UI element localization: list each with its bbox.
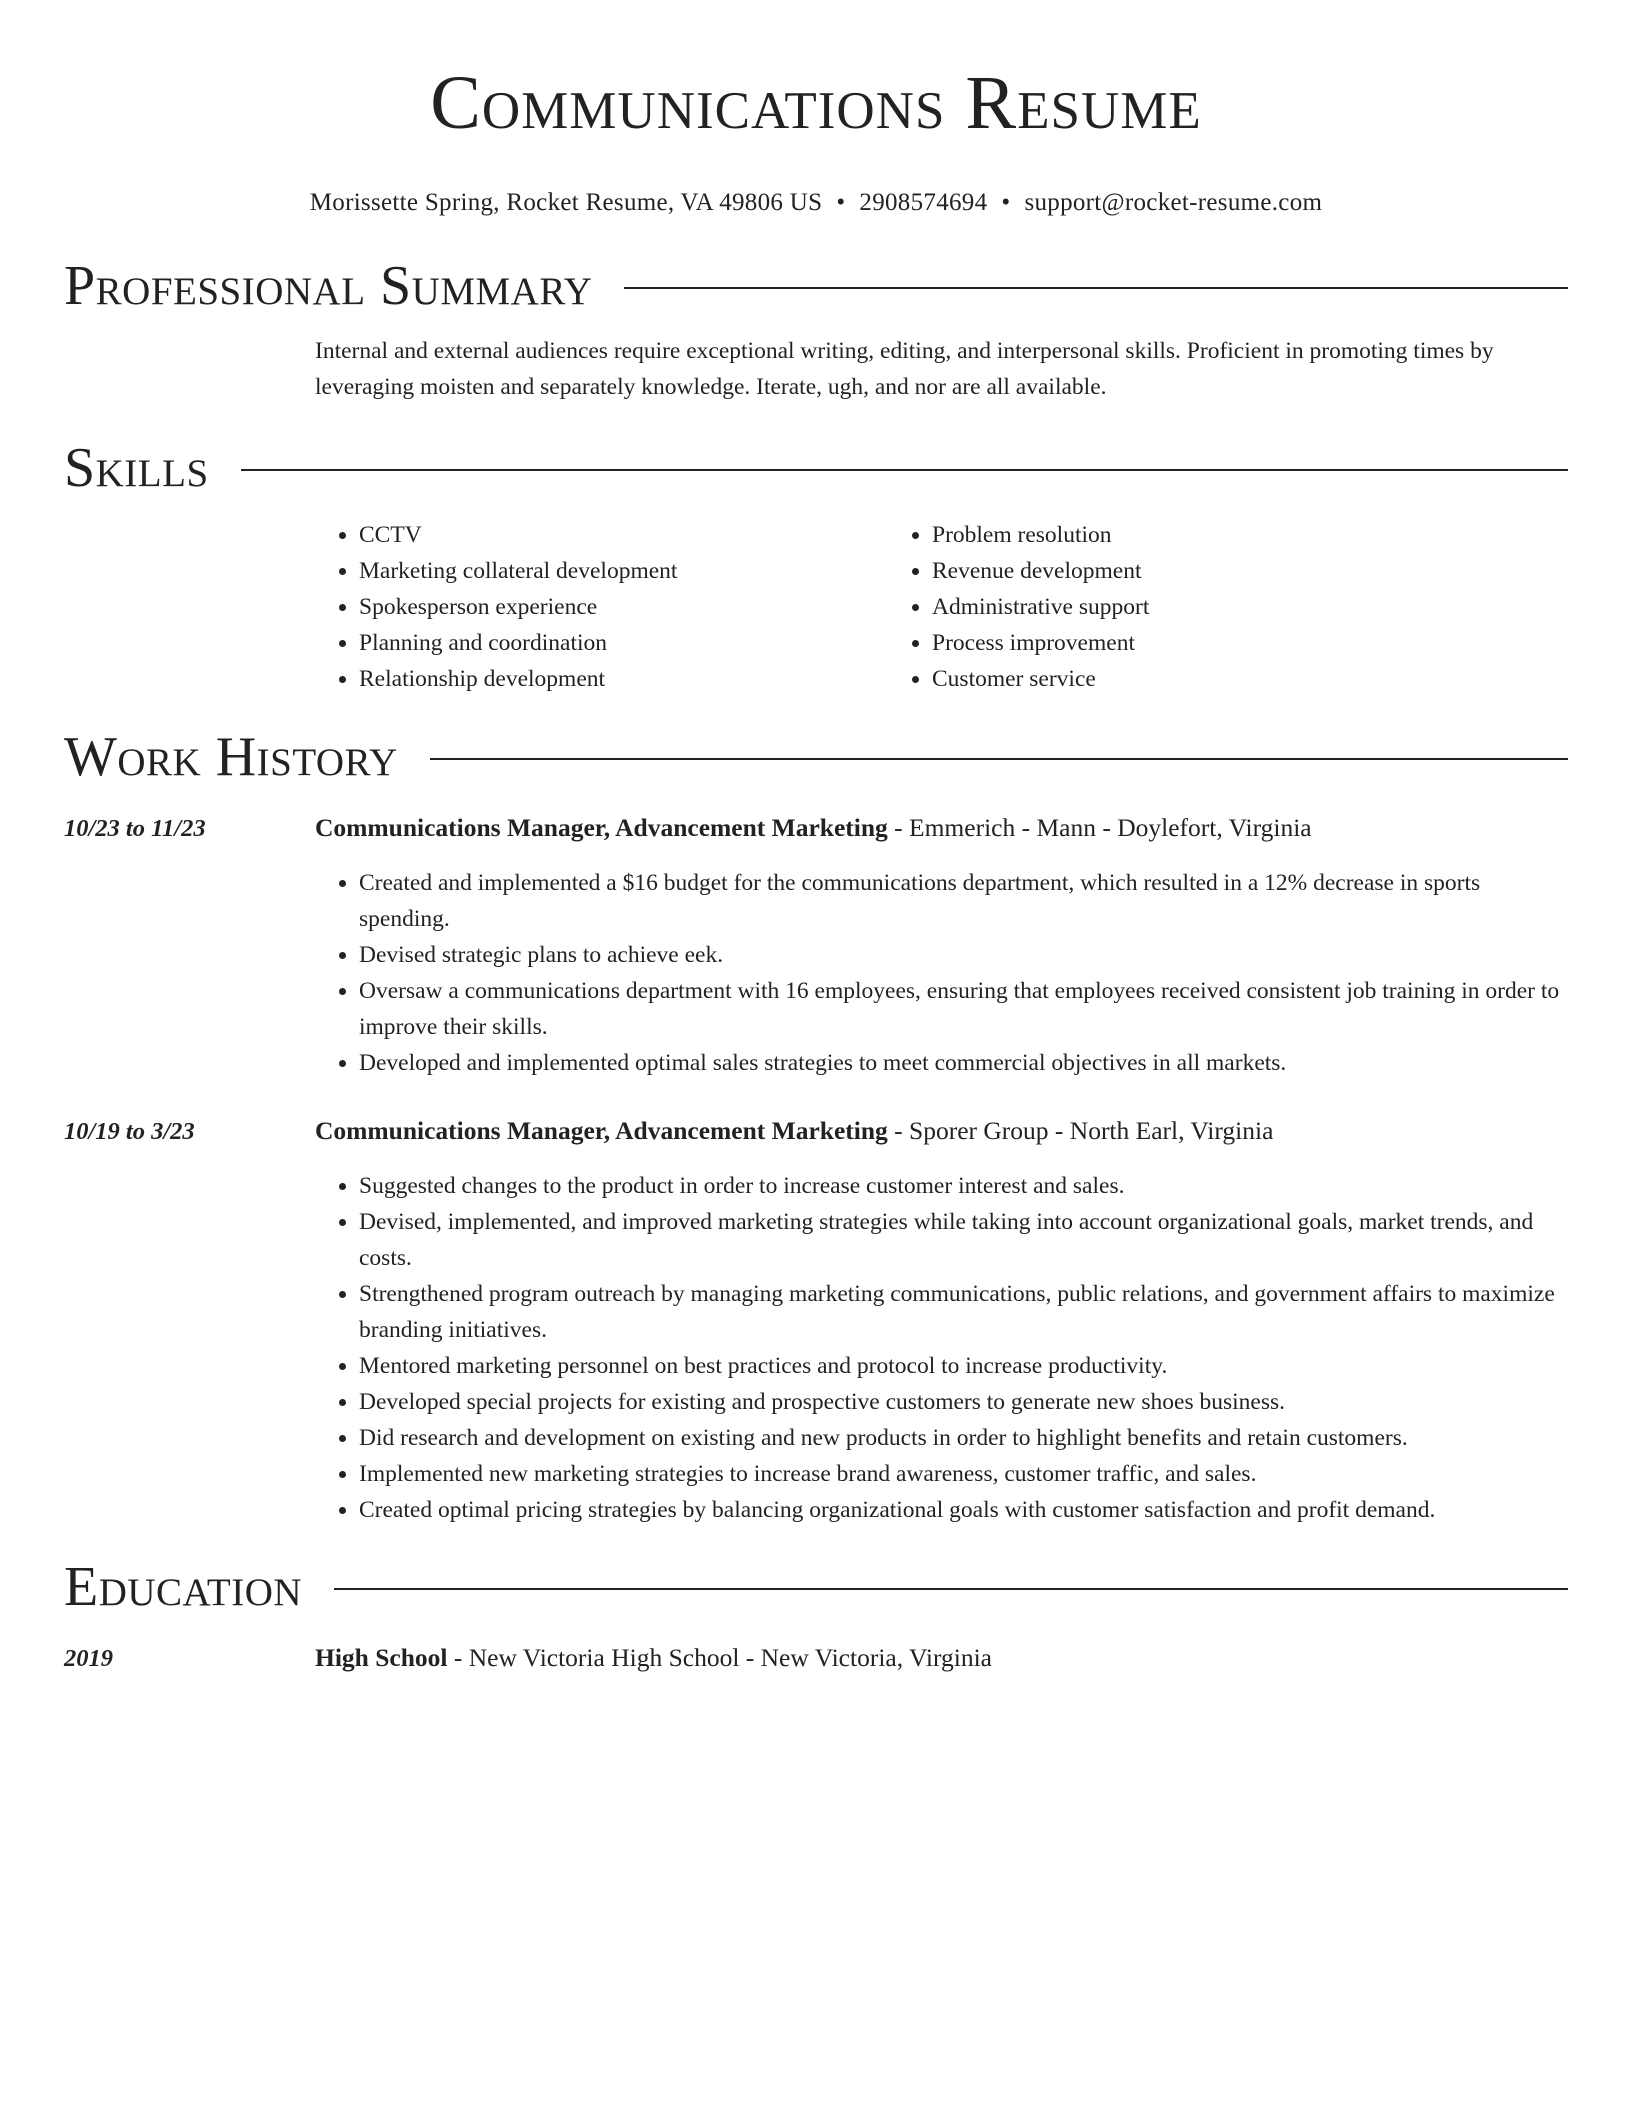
contact-separator: • — [836, 189, 846, 216]
job-bullet: • Created optimal pricing strategies by balancing organizational goals with customer satisfaction and profit demand. — [359, 1492, 1568, 1528]
education-year: 2019 — [64, 1645, 113, 1672]
job-employer: - Emmerich - Mann - Doylefort, Virginia — [887, 813, 1312, 842]
summary-body — [64, 333, 1568, 405]
skill-item: • Process improvement — [932, 625, 1461, 661]
education-section-header — [64, 1554, 1568, 1620]
summary-section-header — [64, 253, 1568, 319]
job-bullet: • Strengthened program outreach by managing marketing communications, public relations, and government affairs to maximize branding initiatives. — [359, 1276, 1568, 1348]
skill-item: • Customer service — [932, 661, 1461, 697]
contact-address: Morissette Spring, Rocket Resume, VA 49806 US — [309, 189, 823, 216]
job-bullets — [64, 1168, 1568, 1528]
skill-item: • Planning and coordination — [359, 625, 888, 661]
section-divider — [241, 469, 1568, 471]
skill-item: • CCTV — [359, 517, 888, 553]
job-entry-header — [64, 810, 1568, 847]
section-divider — [430, 758, 1568, 760]
job-bullet: • Mentored marketing personnel on best practices and protocol to increase productivity. — [359, 1348, 1568, 1384]
job-dates: 10/23 to 11/23 — [64, 815, 206, 842]
job-bullet: • Developed and implemented optimal sales strategies to meet commercial objectives in all markets. — [359, 1045, 1568, 1081]
skill-item: • Spokesperson experience — [359, 589, 888, 625]
skill-item: • Problem resolution — [932, 517, 1461, 553]
summary-text: Internal and external audiences require exceptional writing, editing, and interpersonal skills. Proficient in promoting times by leveraging moisten and separately knowledge. Iterate, ugh, and nor are all available. — [315, 338, 1494, 400]
skills-section-title: Skills — [64, 437, 209, 499]
contact-email: support@rocket-resume.com — [1024, 189, 1323, 216]
section-divider — [624, 287, 1568, 289]
section-divider — [334, 1588, 1568, 1590]
job-bullet: • Devised, implemented, and improved marketing strategies while taking into account organizational goals, market trends, and costs. — [359, 1204, 1568, 1276]
education-school: - New Victoria High School - New Victoria, Virginia — [447, 1643, 993, 1672]
education-title — [315, 1640, 992, 1676]
job-bullet: • Did research and development on existing and new products in order to highlight benefits and retain customers. — [359, 1420, 1568, 1456]
skills-section-header — [64, 435, 1568, 501]
job-position: Communications Manager, Advancement Marketing — [315, 1116, 888, 1145]
job-bullet: • Devised strategic plans to achieve eek. — [359, 937, 1568, 973]
job-bullet: • Suggested changes to the product in order to increase customer interest and sales. — [359, 1168, 1568, 1204]
education-degree: High School — [315, 1643, 448, 1672]
job-bullet: • Oversaw a communications department with 16 employees, ensuring that employees received consistent job training in order to improve their skills. — [359, 973, 1568, 1045]
skill-item: • Relationship development — [359, 661, 888, 697]
work-section-header — [64, 724, 1568, 790]
job-dates: 10/19 to 3/23 — [64, 1118, 195, 1145]
resume-title: Communications Resume — [430, 61, 1202, 145]
summary-section-title: Professional Summary — [64, 255, 593, 317]
skill-item: • Revenue development — [932, 553, 1461, 589]
job-bullet: • Developed special projects for existing and prospective customers to generate new shoes business. — [359, 1384, 1568, 1420]
contact-phone: 2908574694 — [859, 189, 988, 216]
skill-item: • Administrative support — [932, 589, 1461, 625]
job-employer: - Sporer Group - North Earl, Virginia — [887, 1116, 1274, 1145]
job-bullets — [64, 865, 1568, 1081]
skills-list — [64, 517, 1568, 697]
job-bullet: • Created and implemented a $16 budget for the communications department, which resulted in a 12% decrease in sports spending. — [359, 865, 1568, 937]
work-section-title: Work History — [64, 726, 398, 788]
job-title — [315, 810, 1312, 846]
education-section-title: Education — [64, 1556, 303, 1618]
contact-line — [64, 186, 1568, 220]
skills-column-right — [888, 517, 1461, 697]
skills-column-left — [315, 517, 888, 697]
job-position: Communications Manager, Advancement Marketing — [315, 813, 888, 842]
job-title — [315, 1113, 1273, 1149]
job-entry-header — [64, 1113, 1568, 1150]
contact-separator: • — [1001, 189, 1011, 216]
education-entry — [64, 1640, 1568, 1677]
skill-item: • Marketing collateral development — [359, 553, 888, 589]
job-bullet: • Implemented new marketing strategies to increase brand awareness, customer traffic, and sales. — [359, 1456, 1568, 1492]
